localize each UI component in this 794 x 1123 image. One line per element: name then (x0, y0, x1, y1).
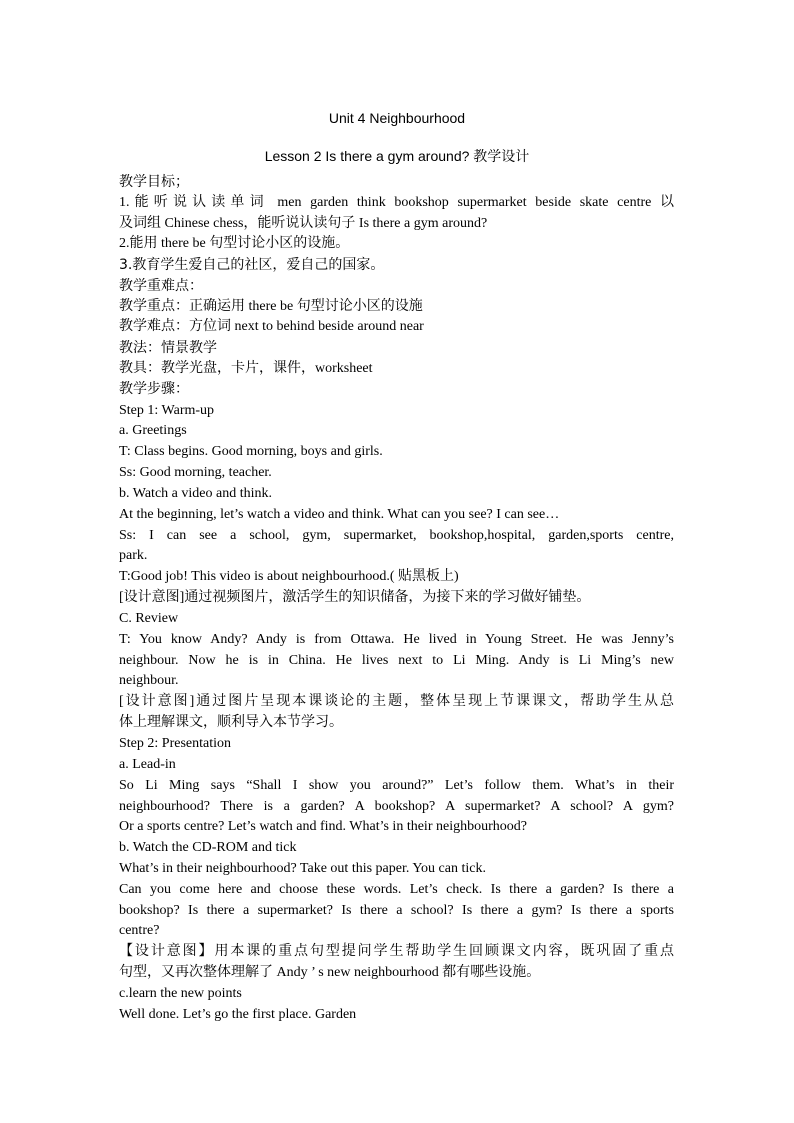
text-line: [设计意图]通过图片呈现本课谈论的主题，整体呈现上节课课文，帮助学生从总 (119, 694, 674, 709)
document-title: Unit 4 Neighbourhood (328, 110, 466, 126)
text-line: b. Watch a video and think. (119, 486, 272, 501)
text-line: Can you come here and choose these words. Let’s check. Is there a garden? Is there a (119, 882, 674, 897)
text-line: neighbour. (119, 673, 179, 688)
text-line: b. Watch the CD-ROM and tick (119, 840, 297, 855)
text-line: bookshop? Is there a supermarket? Is there a school? Is there a gym? Is there a sports (119, 903, 674, 918)
text-line: Or a sports centre? Let’s watch and find. What’s in their neighbourhood? (119, 819, 527, 834)
text-line: T: Class begins. Good morning, boys and girls. (119, 444, 383, 459)
text-line: 教具：教学光盘，卡片，课件，worksheet (119, 361, 373, 376)
text-line: Ss: Good morning, teacher. (119, 465, 272, 480)
text-line: 2.能用 there be 句型讨论小区的设施。 (119, 236, 350, 251)
text-line: a. Greetings (119, 423, 187, 438)
text-line: a. Lead-in (119, 757, 176, 772)
text-line: neighbourhood? There is a garden? A bookshop? A supermarket? A school? A gym? (119, 799, 674, 814)
text-line: 教学重难点： (119, 278, 203, 294)
text-line: 教学目标； (119, 174, 189, 190)
text-line: Step 2: Presentation (119, 736, 231, 751)
text-line: 句型，又再次整体理解了 Andy ’ s new neighbourhood 都有哪些设施。 (119, 965, 541, 980)
text-line: park. (119, 548, 148, 563)
text-line: 1.能听说认读单词 men garden think bookshop supermarket beside skate centre 以 (119, 195, 674, 210)
text-line: Ss: I can see a school, gym, supermarket, bookshop,hospital, garden,sports centre, (119, 528, 674, 543)
text-line: 及词组 Chinese chess，能听说认读句子 Is there a gym around? (119, 216, 488, 231)
text-line: Step 1: Warm-up (119, 403, 215, 418)
text-line: 教法：情景教学 (119, 340, 217, 356)
text-line: 3.教育学生爱自己的社区，爱自己的国家。 (119, 257, 385, 273)
text-line: neighbour. Now he is in China. He lives next to Li Ming. Andy is Li Ming’s new (119, 653, 674, 668)
text-line: What’s in their neighbourhood? Take out this paper. You can tick. (119, 861, 486, 876)
text-line: 教学步骤： (119, 381, 189, 397)
text-line: So Li Ming says “Shall I show you around?” Let’s follow them. What’s in their (119, 778, 674, 793)
text-line: c.learn the new points (119, 986, 242, 1001)
text-line: At the beginning, let’s watch a video and think. What can you see? I can see… (119, 507, 560, 522)
document-subtitle: Lesson 2 Is there a gym around? 教学设计 (264, 148, 530, 164)
text-line: T: You know Andy? Andy is from Ottawa. He lived in Young Street. He was Jenny’s (119, 632, 674, 647)
text-line: 体上理解课文，顺利导入本节学习。 (119, 715, 343, 730)
text-line: T:Good job! This video is about neighbourhood.( 贴黑板上) (119, 569, 459, 584)
text-line: 【设计意图】用本课的重点句型提问学生帮助学生回顾课文内容，既巩固了重点 (119, 944, 674, 959)
text-line: C. Review (119, 611, 179, 626)
text-line: 教学难点：方位词 next to behind beside around near (119, 319, 424, 334)
text-line: 教学重点：正确运用 there be 句型讨论小区的设施 (119, 299, 423, 314)
text-line: [设计意图]通过视频图片，激活学生的知识储备，为接下来的学习做好铺垫。 (119, 590, 591, 605)
text-line: centre? (119, 923, 160, 938)
text-line: Well done. Let’s go the first place. Garden (119, 1007, 357, 1022)
